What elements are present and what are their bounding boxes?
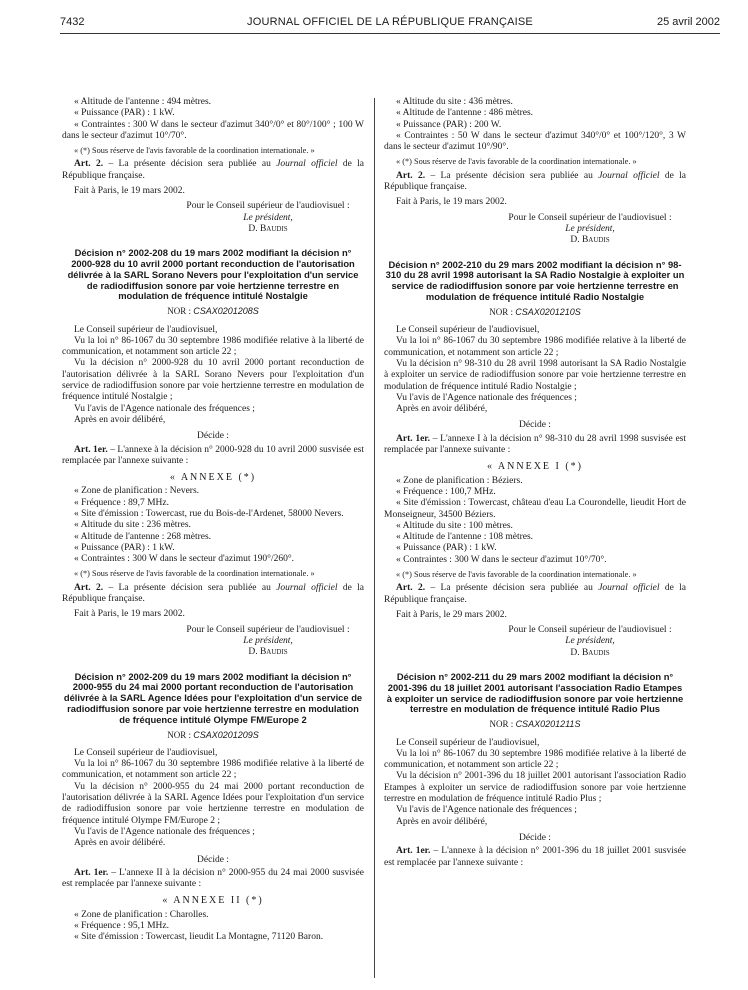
header-rule <box>60 33 720 34</box>
fait-a-paris: Fait à Paris, le 19 mars 2002. <box>396 197 507 208</box>
visa-line: Vu la décision n° 2000-955 du 24 mai 2000 portant reconduction de l'autorisation délivrée à la SARL Agence Idées pour l'exploitation d'un service de radiodiffusion sonore par voie hertzienne terrestre en modulation de fréquence intitulé Olympe FM/Europe 2 ; <box>62 781 364 826</box>
signature-role: Le président, <box>243 212 293 223</box>
issue-date: 25 avril 2002 <box>657 16 720 28</box>
annexe-line: « Contraintes : 300 W dans le secteur d'azimut 10°/70°. <box>396 554 607 565</box>
text-line: « Altitude de l'antenne : 494 mètres. <box>74 97 212 107</box>
annexe-heading: « ANNEXE II (*) <box>162 895 264 907</box>
article-2: Art. 2. – La présente décision sera publiée au Journal officiel de la République française. <box>62 159 364 181</box>
article-2: Art. 2. – La présente décision sera publiée au Journal officiel de la République française. <box>62 582 364 605</box>
journal-title: JOURNAL OFFICIEL DE LA RÉPUBLIQUE FRANÇAISE <box>247 16 533 28</box>
nor-reference: NOR : CSAX0201209S <box>167 729 259 740</box>
column-divider <box>374 98 375 978</box>
visa-line: Le Conseil supérieur de l'audiovisuel, <box>74 747 218 758</box>
signature-role: Le président, <box>243 635 293 646</box>
right-column <box>384 97 686 869</box>
annexe-line: « Site d'émission : Towercast, château d'eau La Courondelle, lieudit Hort de Monseigneur, 34500 Béziers. <box>384 498 686 520</box>
visa-line: Vu l'avis de l'Agence nationale des fréquences ; <box>396 392 577 403</box>
annexe-heading: « ANNEXE I (*) <box>486 461 584 473</box>
annexe-line: « Zone de planification : Béziers. <box>396 475 523 486</box>
annexe-line: « Contraintes : 300 W dans le secteur d'azimut 190°/260°. <box>74 554 295 565</box>
annexe-line: « Puissance (PAR) : 1 kW. <box>74 542 175 553</box>
text-line: « Contraintes : 300 W dans le secteur d'azimut 340°/0° et 80°/100° ; 100 W dans le secteur d'azimut 10°/70°. <box>62 119 364 141</box>
article-1: Art. 1er. – L'annexe à la décision n° 2000-928 du 10 avril 2000 susvisée est remplacée par l'annexe suivante : <box>62 444 364 466</box>
signature-name: D. Baudis <box>570 235 610 246</box>
visa-line: Vu l'avis de l'Agence nationale des fréquences ; <box>74 403 255 414</box>
annexe-line: « Puissance (PAR) : 1 kW. <box>396 543 497 554</box>
annexe-line: « Fréquence : 95,1 MHz. <box>74 921 169 931</box>
article-2: Art. 2. – La présente décision sera publiée au Journal officiel de la République française. <box>384 583 686 605</box>
nor-reference: NOR : CSAX0201210S <box>489 306 581 317</box>
signature-name: D. Baudis <box>248 223 288 234</box>
decide-label: Décide : <box>519 420 551 431</box>
annexe-line: « Site d'émission : Towercast, rue du Bois-de-l'Ardenet, 58000 Nevers. <box>74 509 344 519</box>
visa-line: Le Conseil supérieur de l'audiovisuel, <box>74 324 218 335</box>
signature-name: D. Baudis <box>248 647 288 658</box>
nor-reference: NOR : CSAX0201211S <box>489 719 581 730</box>
annexe-line: « Altitude de l'antenne : 108 mètres. <box>396 532 534 543</box>
decide-label: Décide : <box>197 854 229 865</box>
text-line: « Contraintes : 50 W dans le secteur d'azimut 340°/0° et 100°/120°, 3 W dans le secteur d'azimut 10°/90°. <box>384 130 686 153</box>
visa-line: Vu l'avis de l'Agence nationale des fréquences ; <box>396 805 577 816</box>
text-line: « Puissance (PAR) : 200 W. <box>396 119 502 130</box>
signature-role: Le président, <box>565 636 615 647</box>
page-header <box>60 16 720 34</box>
annexe-line: « Altitude du site : 236 mètres. <box>74 520 191 531</box>
annexe-line: « Fréquence : 89,7 MHz. <box>74 497 169 508</box>
decide-label: Décide : <box>197 431 229 442</box>
annexe-line: « Altitude du site : 100 mètres. <box>396 520 513 531</box>
signature-role: Le président, <box>565 223 615 234</box>
decision-title: Décision n° 2002-210 du 29 mars 2002 modifiant la décision n° 98-310 du 28 avril 1998 autorisant la SA Radio Nostalgie à exploiter un service de radiodiffusion sonore par voie hertzienne terrestre en modulation de fréquence intitulé Radio Nostalgie <box>385 258 685 302</box>
signature-name: D. Baudis <box>570 647 610 658</box>
signature-intro: Pour le Conseil supérieur de l'audiovisuel : <box>186 201 350 212</box>
signature-intro: Pour le Conseil supérieur de l'audiovisuel : <box>186 624 350 635</box>
visa-line: Vu la loi n° 86-1067 du 30 septembre 1986 modifiée relative à la liberté de communication, et notamment son article 22 ; <box>62 335 364 358</box>
decision-title: Décision n° 2002-211 du 29 mars 2002 modifiant la décision n° 2001-396 du 18 juillet 2001 autorisant l'association Radio Etampes à exploiter un service de radiodiffusion sonore par voie hertzienne terrestre en modulation de fréquence intitulé Radio Plus <box>386 671 684 715</box>
annexe-line: « Site d'émission : Towercast, lieudit La Montagne, 71120 Baron. <box>74 932 324 943</box>
text-line: « Altitude du site : 436 mètres. <box>396 97 513 107</box>
fait-a-paris: Fait à Paris, le 19 mars 2002. <box>74 186 185 197</box>
visa-line: Après en avoir délibéré. <box>74 838 166 849</box>
annexe-heading: « ANNEXE (*) <box>169 472 257 484</box>
visa-line: Vu la décision n° 2001-396 du 18 juillet 2001 autorisant l'association Radio Etampes à exploiter un service de radiodiffusion sonore par voie hertzienne terrestre en modulation de fréquence intitulé Radio Plus ; <box>384 771 686 805</box>
reserve-note: « (*) Sous réserve de l'avis favorable de la coordination internationale. » <box>396 157 637 167</box>
decide-label: Décide : <box>519 832 551 843</box>
visa-line: Le Conseil supérieur de l'audiovisuel, <box>396 737 540 748</box>
signature-intro: Pour le Conseil supérieur de l'audiovisuel : <box>508 212 672 223</box>
decision-title: Décision n° 2002-209 du 19 mars 2002 modifiant la décision n° 2000-955 du 24 mai 2000 portant reconduction de l'autorisation délivrée à la SARL Agence Idées pour l'exploitation d'un service de radiodiffusion sonore par voie hertzienne terrestre en modulation de fréquence intitulé Olympe FM/Europe 2 <box>63 670 363 725</box>
annexe-line: « Zone de planification : Charolles. <box>74 909 209 920</box>
reserve-note: « (*) Sous réserve de l'avis favorable de la coordination internationale. » <box>74 146 315 156</box>
article-2: Art. 2. – La présente décision sera publiée au Journal officiel de la République française. <box>384 170 686 193</box>
visa-line: Vu la décision n° 2000-928 du 10 avril 2000 portant reconduction de l'autorisation délivrée à la SARL Sorano Nevers pour l'exploitation d'un service de radiodiffusion sonore par voie hertzienne terrestre en modulation de fréquence intitulé Nostalgie ; <box>62 358 364 403</box>
article-1: Art. 1er. – L'annexe à la décision n° 2001-396 du 18 juillet 2001 susvisée est remplacée par l'annexe suivante : <box>384 846 686 868</box>
visa-line: Vu la loi n° 86-1067 du 30 septembre 1986 modifiée relative à la liberté de communication, et notamment son article 22 ; <box>62 759 364 781</box>
text-line: « Altitude de l'antenne : 486 mètres. <box>396 108 534 119</box>
decision-title: Décision n° 2002-208 du 19 mars 2002 modifiant la décision n° 2000-928 du 10 avril 2000 portant reconduction de l'autorisation délivrée à la SARL Sorano Nevers pour l'exploitation d'un service de radiodiffusion sonore par voie hertzienne terrestre en modulation de fréquence intitulé Nostalgie <box>67 247 359 302</box>
visa-line: Après en avoir délibéré, <box>396 404 488 415</box>
reserve-note: « (*) Sous réserve de l'avis favorable de la coordination internationale. » <box>74 569 315 579</box>
page-number: 7432 <box>60 16 85 28</box>
visa-line: Vu la loi n° 86-1067 du 30 septembre 1986 modifiée relative à la liberté de communication, et notamment son article 22 ; <box>384 336 686 358</box>
annexe-line: « Fréquence : 100,7 MHz. <box>396 486 496 497</box>
fait-a-paris: Fait à Paris, le 29 mars 2002. <box>396 609 507 620</box>
visa-line: Vu l'avis de l'Agence nationale des fréquences ; <box>74 826 255 837</box>
article-1: Art. 1er. – L'annexe I à la décision n° 98-310 du 28 avril 1998 susvisée est remplacée par l'annexe suivante : <box>384 433 686 456</box>
text-line: « Puissance (PAR) : 1 kW. <box>74 108 175 119</box>
annexe-line: « Zone de planification : Nevers. <box>74 486 200 497</box>
left-column <box>62 97 364 944</box>
visa-line: Vu la loi n° 86-1067 du 30 septembre 1986 modifiée relative à la liberté de communication, et notamment son article 22 ; <box>384 748 686 771</box>
fait-a-paris: Fait à Paris, le 19 mars 2002. <box>74 609 185 620</box>
signature-intro: Pour le Conseil supérieur de l'audiovisuel : <box>508 625 672 636</box>
nor-reference: NOR : CSAX0201208S <box>167 306 259 317</box>
annexe-line: « Altitude de l'antenne : 268 mètres. <box>74 531 212 542</box>
visa-line: Vu la décision n° 98-310 du 28 avril 1998 autorisant la SA Radio Nostalgie à exploiter un service de radiodiffusion sonore par voie hertzienne terrestre en modulation de fréquence intitulé Radio Nostalgie ; <box>384 358 686 392</box>
visa-line: Après en avoir délibéré, <box>74 414 166 425</box>
visa-line: Le Conseil supérieur de l'audiovisuel, <box>396 325 540 336</box>
article-1: Art. 1er. – L'annexe II à la décision n° 2000-955 du 24 mai 2000 susvisée est remplacée par l'annexe suivante : <box>62 867 364 890</box>
visa-line: Après en avoir délibéré, <box>396 816 488 827</box>
reserve-note: « (*) Sous réserve de l'avis favorable de la coordination internationale. » <box>396 569 637 579</box>
